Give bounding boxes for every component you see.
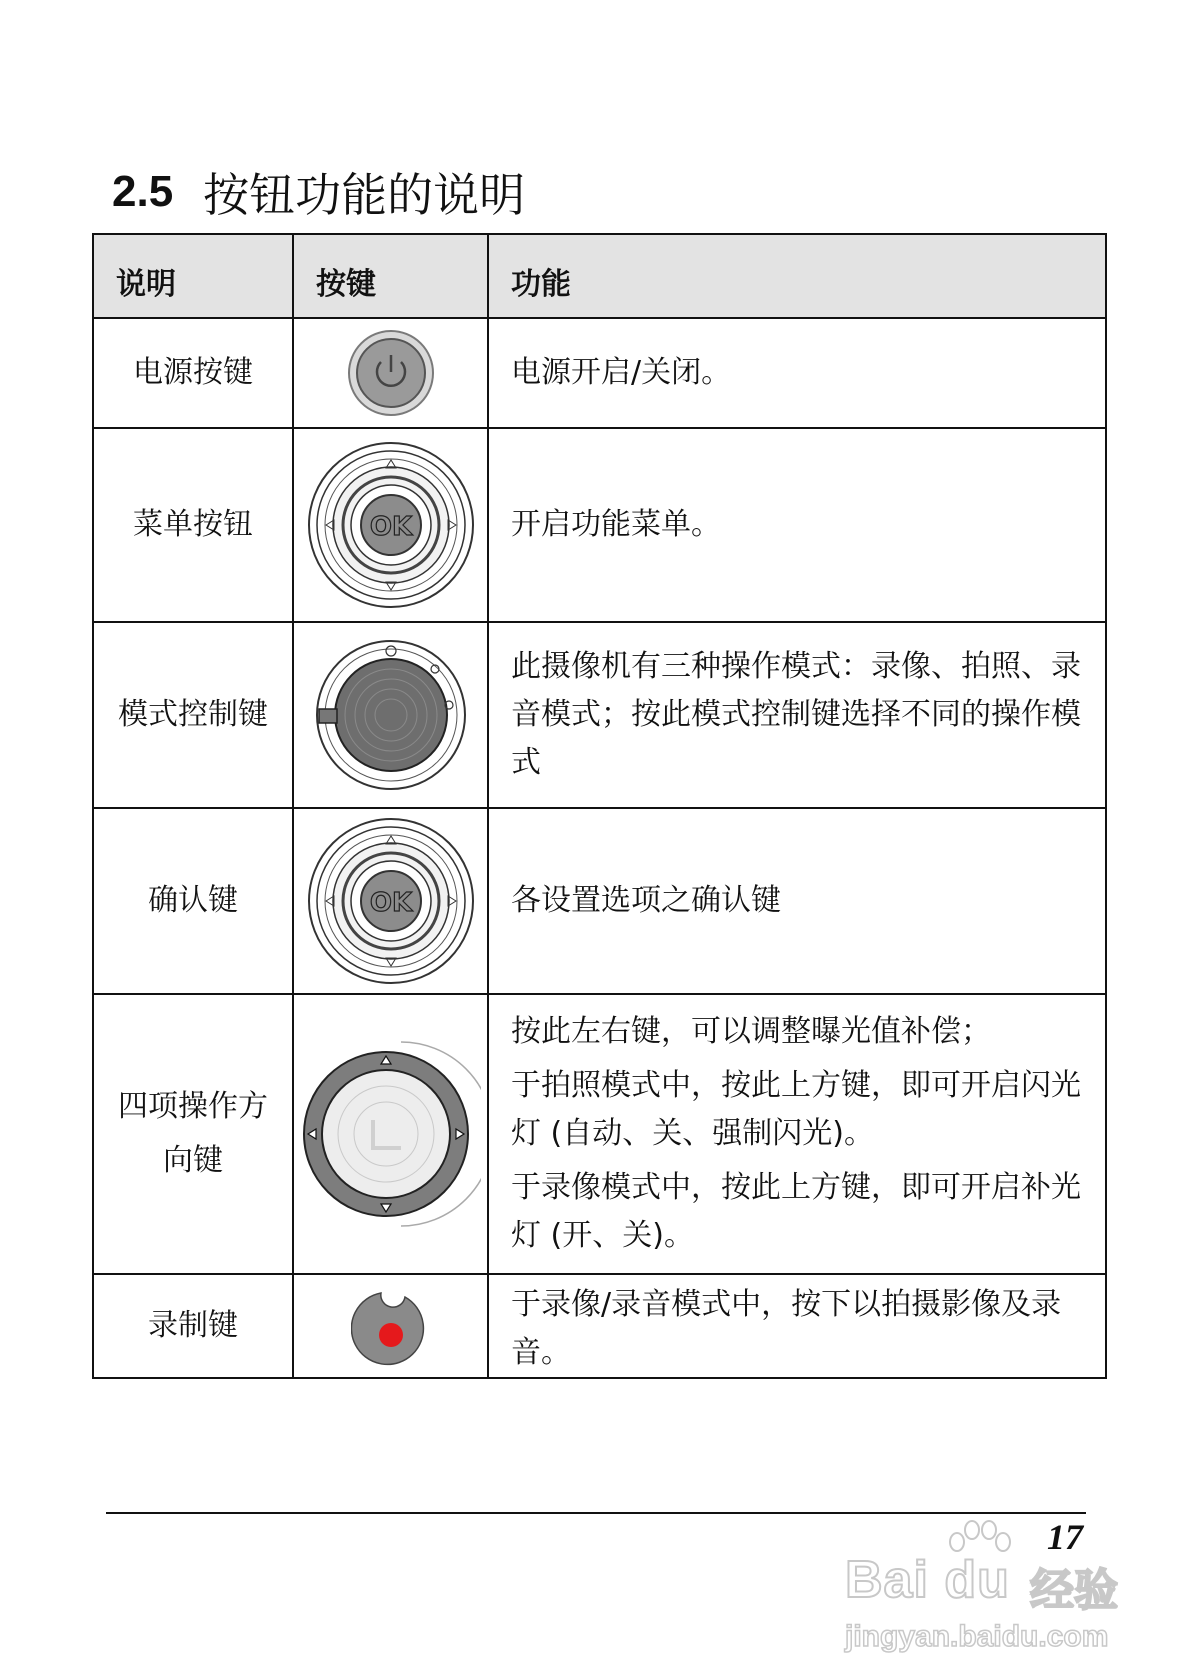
power-button-icon — [346, 328, 436, 418]
function-text: 电源开启/关闭。 — [511, 355, 732, 390]
function-text: 开启功能菜单。 — [511, 507, 721, 542]
function-text: 于录像模式中，按此上方键，即可开启补光灯 (开、关)。 — [511, 1170, 1081, 1253]
header-function: 功能 — [488, 234, 1106, 318]
function-text: 于录像/录音模式中，按下以拍摄影像及录音。 — [511, 1287, 1062, 1370]
row-description: 确认键 — [93, 808, 293, 994]
row-description: 四项操作方向键 — [93, 994, 293, 1274]
row-key-cell — [293, 808, 488, 994]
watermark-brand-cn: 经验 — [1030, 1565, 1118, 1616]
watermark — [845, 1520, 1145, 1660]
watermark-brand: Bai du — [845, 1551, 1010, 1609]
header-key: 按键 — [293, 234, 488, 318]
section-heading — [112, 160, 525, 224]
row-function — [488, 318, 1106, 428]
section-number: 2.5 — [112, 167, 174, 216]
record-button-icon — [351, 1281, 431, 1371]
direction-pad-icon — [301, 1034, 481, 1234]
ok-label: OK — [369, 888, 412, 918]
row-key-cell — [293, 428, 488, 622]
row-function — [488, 622, 1106, 808]
row-description: 模式控制键 — [93, 622, 293, 808]
row-description: 菜单按钮 — [93, 428, 293, 622]
page-number: 17 — [1047, 1517, 1083, 1557]
row-key-cell — [293, 994, 488, 1274]
row-description: 电源按键 — [93, 318, 293, 428]
row-description: 录制键 — [93, 1274, 293, 1378]
row-function — [488, 428, 1106, 622]
record-dot — [379, 1323, 403, 1347]
table-row — [93, 808, 1106, 994]
table-row — [93, 622, 1106, 808]
function-text: 于拍照模式中，按此上方键，即可开启闪光灯 (自动、关、强制闪光)。 — [511, 1068, 1081, 1151]
header-description: 说明 — [93, 234, 293, 318]
table-header-row — [93, 234, 1106, 318]
row-function — [488, 808, 1106, 994]
row-function — [488, 994, 1106, 1274]
function-text: 各设置选项之确认键 — [511, 883, 781, 918]
table-row — [93, 994, 1106, 1274]
section-title: 按钮功能的说明 — [203, 168, 526, 222]
table-row — [93, 428, 1106, 622]
row-key-cell — [293, 318, 488, 428]
footer-rule — [106, 1512, 1086, 1514]
row-key-cell — [293, 1274, 488, 1378]
watermark-url: jingyan.baidu.com — [845, 1620, 1109, 1653]
table-row — [93, 1274, 1106, 1378]
function-text: 按此左右键，可以调整曝光值补偿； — [511, 1014, 991, 1049]
ok-dial-icon — [306, 440, 476, 610]
table-row — [93, 318, 1106, 428]
function-text: 此摄像机有三种操作模式：录像、拍照、录音模式；按此模式控制键选择不同的操作模式 — [511, 649, 1081, 780]
mode-dial-icon — [311, 635, 471, 795]
ok-dial-icon — [306, 816, 476, 986]
row-key-cell — [293, 622, 488, 808]
button-function-table — [92, 233, 1107, 1379]
ok-label: OK — [369, 512, 412, 542]
row-function — [488, 1274, 1106, 1378]
